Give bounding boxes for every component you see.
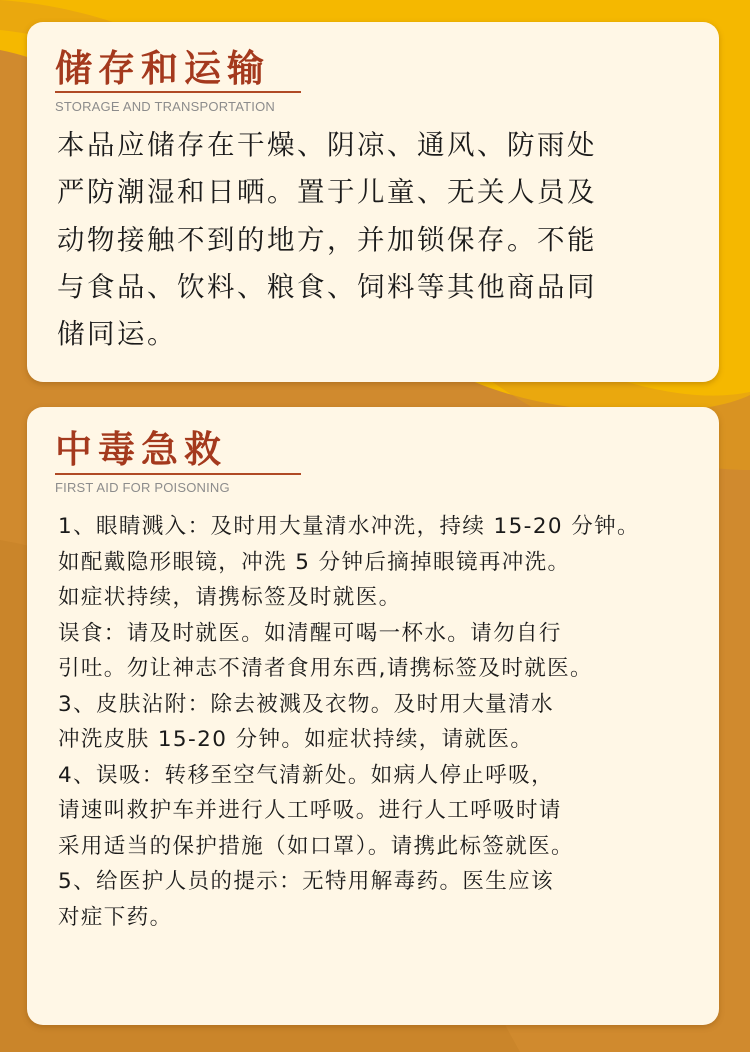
storage-card <box>27 22 719 382</box>
storage-title-rule <box>55 91 301 93</box>
first-aid-body <box>58 509 708 935</box>
first-aid-line: 3、皮肤沾附：除去被溅及衣物。及时用大量清水 <box>58 691 554 717</box>
first-aid-line: 引吐。勿让神志不清者食用东西,请携标签及时就医。 <box>58 656 593 681</box>
first-aid-line: 1、眼睛溅入：及时用大量清水冲洗，持续 15-20 分钟。 <box>58 514 640 539</box>
first-aid-subtitle: FIRST AID FOR POISONING <box>55 480 230 495</box>
first-aid-card <box>27 407 719 1025</box>
first-aid-line: 请速叫救护车并进行人工呼吸。进行人工呼吸时请 <box>58 798 562 823</box>
storage-title: 储存和运输 <box>55 47 270 90</box>
first-aid-line: 对症下药。 <box>58 904 173 930</box>
first-aid-line: 如配戴隐形眼镜，冲洗 5 分钟后摘掉眼镜再冲洗。 <box>58 549 571 575</box>
first-aid-line: 冲洗皮肤 15-20 分钟。如症状持续，请就医。 <box>58 727 534 752</box>
storage-line: 严防潮湿和日晒。置于儿童、无关人员及 <box>57 176 597 209</box>
storage-body <box>57 122 697 358</box>
storage-subtitle: STORAGE AND TRANSPORTATION <box>55 99 275 114</box>
storage-line: 动物接触不到的地方，并加锁保存。不能 <box>57 223 597 256</box>
storage-line: 本品应储存在干燥、阴凉、通风、防雨处 <box>57 129 597 161</box>
first-aid-title: 中毒急救 <box>55 428 227 471</box>
storage-line: 储同运。 <box>57 318 177 351</box>
first-aid-line: 误食：请及时就医。如清醒可喝一杯水。请勿自行 <box>58 620 562 646</box>
storage-line: 与食品、饮料、粮食、饲料等其他商品同 <box>57 270 597 303</box>
first-aid-line: 采用适当的保护措施（如口罩）。请携此标签就医。 <box>58 833 574 859</box>
first-aid-title-rule <box>55 473 301 475</box>
first-aid-line: 如症状持续，请携标签及时就医。 <box>58 585 402 610</box>
first-aid-line: 5、给医护人员的提示：无特用解毒药。医生应该 <box>58 869 554 894</box>
first-aid-line: 4、误吸：转移至空气清新处。如病人停止呼吸， <box>58 762 554 788</box>
